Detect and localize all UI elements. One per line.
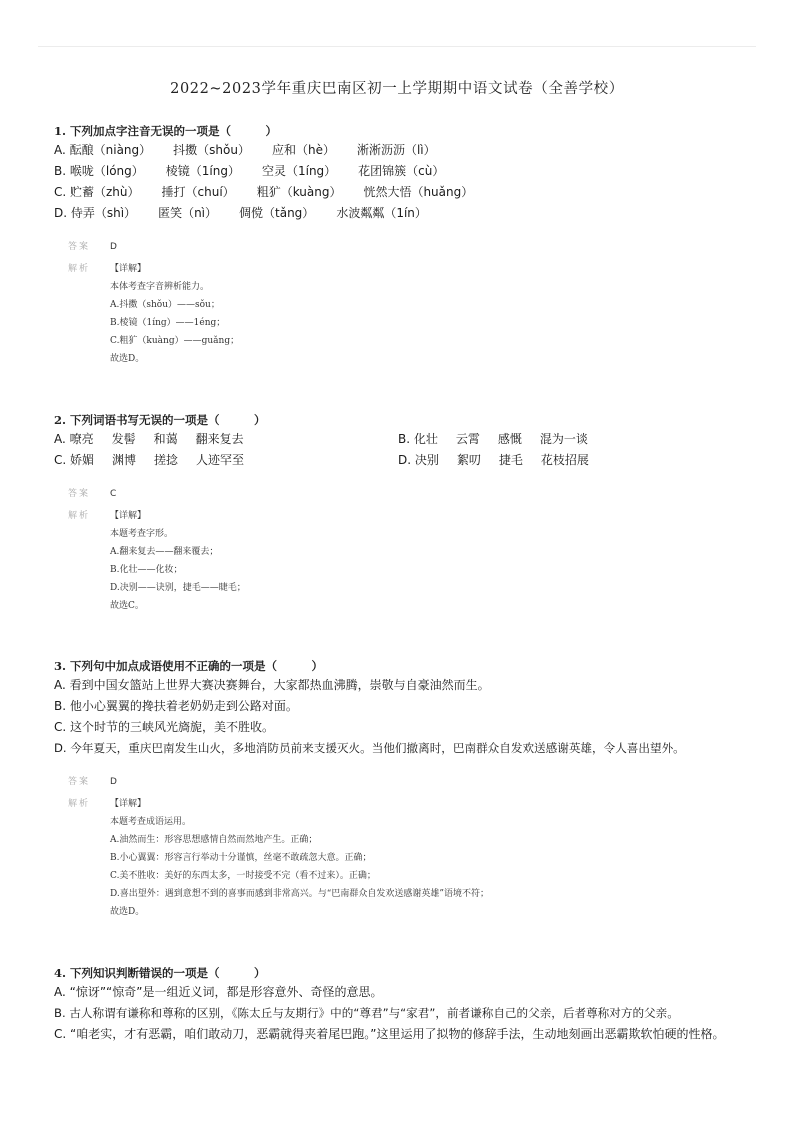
analysis-line: A.翻来复去——翻来覆去；: [110, 547, 219, 557]
analysis-line: 本题考查字形。: [110, 529, 174, 539]
word: 应和（hè）: [271, 143, 335, 157]
analysis-row: [68, 507, 754, 615]
analysis-label: 解析: [68, 511, 91, 521]
word: 恍然大悟（huǎng）: [363, 185, 474, 199]
word: 倜傥（tǎng）: [239, 206, 315, 220]
analysis-line: D.决别——诀别，捷毛——睫毛；: [110, 583, 246, 593]
word: 匿笑（nì）: [158, 206, 218, 220]
word: 搓捻: [154, 453, 179, 467]
analysis-label: 解析: [68, 264, 91, 274]
option-c: C. 这个时节的三峡风光旖旎，美不胜收。: [54, 720, 275, 734]
question-stem: 2. 下列词语书写无误的一项是（ ）: [54, 413, 266, 427]
analysis-line: B.小心翼翼：形容言行举动十分谨慎，丝毫不敢疏忽大意。正确；: [110, 853, 372, 863]
word: 空灵（1íng）: [261, 164, 337, 178]
question-stem: 4. 下列知识判断错误的一项是（ ）: [54, 966, 266, 980]
word: 花枝招展: [540, 453, 589, 467]
analysis-line: 故选D。: [110, 907, 145, 917]
options-row: [54, 429, 754, 450]
option-a: A. “惊讶”“惊奇”是一组近义词，都是形容意外、奇怪的意思。: [54, 985, 383, 999]
word: A. 酝酿（niàng）: [54, 143, 152, 157]
option-a: [54, 429, 398, 450]
option-d: [398, 450, 742, 471]
answer-row: [68, 238, 754, 256]
answer-label: 答案: [68, 777, 91, 787]
word: D. 侍弄（shì）: [54, 206, 137, 220]
option-b: [398, 429, 742, 450]
answer-label: 答案: [68, 489, 91, 499]
answer-value: C: [110, 489, 117, 499]
analysis-line: D.喜出望外：遇到意想不到的喜事而感到非常高兴。与“巴南群众自发欢送感谢英雄”语境不符；: [110, 889, 489, 899]
word: 粗犷（kuàng）: [256, 185, 342, 199]
word: A. 嘹亮: [54, 432, 94, 446]
analysis-line: 【详解】: [110, 799, 147, 809]
analysis-line: 【详解】: [110, 264, 147, 274]
answer-value: D: [110, 777, 117, 787]
word: 渊博: [112, 453, 137, 467]
question-stem: 1. 下列加点字注音无误的一项是（ ）: [54, 124, 278, 138]
word: B. 化壮: [398, 432, 438, 446]
word: 淅淅沥沥（lì）: [356, 143, 436, 157]
question-3: [54, 657, 754, 921]
word: 混为一谈: [539, 432, 588, 446]
analysis-line: 故选D。: [110, 354, 145, 364]
page-title: 2022~2023学年重庆巴南区初一上学期期中语文试卷（全善学校）: [170, 81, 624, 97]
answer-row: [68, 773, 754, 791]
word: 絮叨: [456, 453, 481, 467]
option-d: [54, 203, 754, 224]
word: 感慨: [497, 432, 522, 446]
option-b: [54, 161, 754, 182]
analysis-line: A.油然而生：形容思想感情自然而然地产生。正确；: [110, 835, 318, 845]
word: 捷毛: [498, 453, 523, 467]
answer-row: [68, 485, 754, 503]
analysis-line: B.棱镜（1íng）——1éng；: [110, 318, 226, 328]
analysis-line: C.粗犷（kuàng）——guǎng；: [110, 336, 240, 346]
word: 抖擞（shǒu）: [173, 143, 250, 157]
option-c: [54, 450, 398, 471]
word: 水波粼粼（1ín）: [336, 206, 427, 220]
analysis-line: C.美不胜收：美好的东西太多，一时接受不完（看不过来）。正确；: [110, 871, 376, 881]
analysis-line: B.化壮——化妆；: [110, 565, 183, 575]
option-c: [54, 182, 754, 203]
word: D. 决别: [398, 453, 439, 467]
analysis-label: 解析: [68, 799, 91, 809]
analysis-row: [68, 795, 754, 921]
analysis-line: 本题考查成语运用。: [110, 817, 192, 827]
option-c: C. “咱老实，才有恶霸，咱们敢动刀，恶霸就得夹着尾巴跑。”这里运用了拟物的修辞手法，生动地刻画出恶霸欺软怕硬的性格。: [54, 1027, 725, 1041]
analysis-line: A.抖擞（shǒu）——sǒu；: [110, 300, 220, 310]
word: 花团锦簇（cù）: [358, 164, 445, 178]
analysis-body: [110, 795, 489, 921]
question-4: [54, 964, 754, 1045]
word: 云霄: [455, 432, 480, 446]
word: C. 贮蓄（zhù）: [54, 185, 140, 199]
option-a: A. 看到中国女篮站上世界大赛决赛舞台，大家都热血沸腾，崇敬与自豪油然而生。: [54, 678, 490, 692]
word: 捶打（chuí）: [161, 185, 235, 199]
option-d: D. 今年夏天，重庆巴南发生山火，多地消防员前来支援灭火。当他们撤离时，巴南群众自发欢送感谢英雄，令人喜出望外。: [54, 741, 685, 755]
word: 和蔼: [153, 432, 178, 446]
word: 翻来复去: [195, 432, 244, 446]
question-2: [54, 411, 754, 615]
question-1: [54, 122, 754, 368]
answer-value: D: [110, 242, 117, 252]
analysis-body: [110, 260, 239, 368]
word: C. 娇媚: [54, 453, 95, 467]
option-b: B. 他小心翼翼的搀扶着老奶奶走到公路对面。: [54, 699, 298, 713]
analysis-body: [110, 507, 246, 615]
analysis-line: 【详解】: [110, 511, 147, 521]
analysis-row: [68, 260, 754, 368]
question-stem: 3. 下列句中加点成语使用不正确的一项是（ ）: [54, 659, 324, 673]
analysis-line: 本体考查字音辨析能力。: [110, 282, 210, 292]
answer-label: 答案: [68, 242, 91, 252]
word: B. 喉咙（lóng）: [54, 164, 144, 178]
option-a: [54, 140, 754, 161]
analysis-line: 故选C。: [110, 601, 144, 611]
header-rule: [38, 46, 756, 47]
word: 发髻: [111, 432, 136, 446]
word: 人迹罕至: [196, 453, 245, 467]
option-b: B. 古人称谓有谦称和尊称的区别，《陈太丘与友期行》中的“尊君”与“家君”，前者谦称自己的父亲，后者尊称对方的父亲。: [54, 1006, 679, 1020]
options-row: [54, 450, 754, 471]
word: 棱镜（1íng）: [165, 164, 240, 178]
